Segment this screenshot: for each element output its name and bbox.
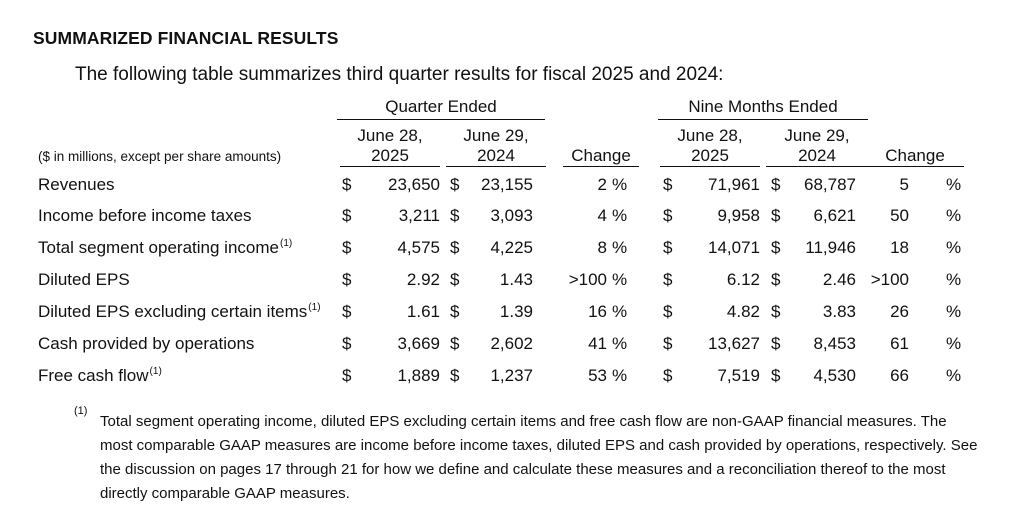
nine-months-ended-header: Nine Months Ended: [658, 97, 868, 120]
col-n-change-label: Change: [866, 146, 964, 167]
change-nchg: 61: [890, 334, 909, 353]
change-qchg: 16: [588, 302, 607, 321]
value-n2025: 4.82: [726, 302, 760, 321]
dollar-sign: $: [663, 334, 673, 353]
change-nchg: 26: [890, 302, 909, 321]
row-label: [38, 206, 252, 226]
dollar-sign: $: [450, 238, 460, 257]
dollar-sign: $: [663, 270, 673, 289]
change-qchg: >100: [568, 270, 607, 289]
table-row: [0, 366, 1024, 396]
value-n2024: 11,946: [805, 238, 856, 257]
value-n2024: 2.46: [822, 270, 856, 289]
col-n-2025-line1: June 28,: [677, 126, 743, 145]
percent-sign: %: [612, 175, 628, 194]
col-n-2024-header: [766, 126, 868, 167]
table-intro: The following table summarizes third quarter results for fiscal 2025 and 2024:: [75, 64, 724, 85]
percent-sign: %: [612, 366, 628, 385]
row-label-text: Total segment operating income: [38, 238, 279, 257]
dollar-sign: $: [450, 302, 460, 321]
footnote-ref: (1): [149, 366, 162, 377]
value-n2025: 9,958: [717, 206, 760, 225]
row-label-text: Diluted EPS: [38, 270, 130, 289]
row-label-text: Diluted EPS excluding certain items: [38, 302, 308, 321]
units-note: ($ in millions, except per share amounts): [38, 149, 282, 164]
value-q2024: 1.43: [499, 270, 533, 289]
change-qchg: 8: [597, 238, 607, 257]
value-q2025: 23,650: [388, 175, 440, 194]
dollar-sign: $: [771, 334, 781, 353]
percent-sign: %: [612, 270, 628, 289]
value-q2025: 1,889: [397, 366, 440, 385]
value-q2025: 3,211: [398, 206, 440, 225]
col-n-2025-line2: 2025: [660, 146, 760, 167]
section-title: SUMMARIZED FINANCIAL RESULTS: [33, 28, 339, 48]
dollar-sign: $: [663, 238, 673, 257]
table-row: [0, 175, 1024, 205]
value-q2025: 1.61: [406, 302, 440, 321]
value-q2024: 1,237: [490, 366, 533, 385]
dollar-sign: $: [771, 366, 781, 385]
table-row: [0, 302, 1024, 332]
table-row: [0, 270, 1024, 300]
value-n2024: 3.83: [822, 302, 856, 321]
row-label-text: Income before income taxes: [38, 206, 252, 225]
footnote-text: Total segment operating income, diluted EPS excluding certain items and free cash flow are non-GAAP financial measures. The most comparable GAAP measures are income before income taxes, diluted EPS and cash provided by operations, respectively. See the discussion on pages 17 through 21 for how we define and calculate these measures and a reconciliation thereof to the most directly comparable GAAP measures.: [100, 413, 978, 502]
percent-sign: %: [946, 334, 962, 353]
dollar-sign: $: [342, 302, 352, 321]
dollar-sign: $: [342, 238, 352, 257]
dollar-sign: $: [450, 175, 460, 194]
change-nchg: 18: [890, 238, 909, 257]
change-qchg: 53: [588, 366, 607, 385]
dollar-sign: $: [450, 270, 460, 289]
col-n-2024-line1: June 29,: [784, 126, 850, 145]
col-q-change-header: [563, 146, 639, 167]
dollar-sign: $: [342, 175, 352, 194]
percent-sign: %: [946, 206, 962, 225]
dollar-sign: $: [663, 206, 673, 225]
row-label-text: Cash provided by operations: [38, 334, 255, 353]
change-qchg: 41: [588, 334, 607, 353]
dollar-sign: $: [342, 206, 352, 225]
percent-sign: %: [612, 302, 628, 321]
dollar-sign: $: [771, 302, 781, 321]
col-q-2025-header: [340, 126, 440, 167]
col-q-2024-header: [446, 126, 546, 167]
row-label: [38, 302, 321, 322]
dollar-sign: $: [771, 270, 781, 289]
dollar-sign: $: [771, 238, 781, 257]
change-qchg: 4: [597, 206, 607, 225]
value-q2024: 4,225: [490, 238, 533, 257]
value-n2025: 13,627: [708, 334, 760, 353]
dollar-sign: $: [342, 270, 352, 289]
dollar-sign: $: [771, 175, 781, 194]
percent-sign: %: [946, 175, 962, 194]
row-label: [38, 175, 115, 195]
footnote-ref: (1): [308, 302, 321, 313]
change-nchg: 50: [890, 206, 909, 225]
change-nchg: 5: [899, 175, 909, 194]
col-q-change-label: Change: [563, 146, 639, 167]
value-n2024: 6,621: [813, 206, 856, 225]
value-q2024: 23,155: [481, 175, 533, 194]
row-label-text: Free cash flow: [38, 366, 149, 385]
table-row: [0, 206, 1024, 236]
percent-sign: %: [946, 302, 962, 321]
percent-sign: %: [946, 366, 962, 385]
value-n2025: 14,071: [708, 238, 760, 257]
change-qchg: 2: [597, 175, 607, 194]
col-q-2024-line2: 2024: [446, 146, 546, 167]
col-n-change-header: [866, 146, 964, 167]
dollar-sign: $: [342, 366, 352, 385]
dollar-sign: $: [663, 366, 673, 385]
value-n2025: 7,519: [717, 366, 760, 385]
percent-sign: %: [946, 270, 962, 289]
table-row: [0, 238, 1024, 268]
change-nchg: >100: [870, 270, 909, 289]
row-label: [38, 334, 254, 354]
quarter-ended-header: Quarter Ended: [337, 97, 545, 120]
value-q2024: 1.39: [499, 302, 533, 321]
row-label: [38, 270, 130, 290]
dollar-sign: $: [450, 334, 460, 353]
table-row: [0, 334, 1024, 364]
footnote-ref: (1): [279, 238, 293, 249]
row-label-text: Revenues: [38, 175, 115, 194]
dollar-sign: $: [342, 334, 352, 353]
value-q2025: 4,575: [397, 238, 440, 257]
value-q2025: 2.92: [406, 270, 440, 289]
dollar-sign: $: [663, 302, 673, 321]
row-label: [38, 366, 162, 386]
percent-sign: %: [612, 206, 628, 225]
value-n2024: 4,530: [813, 366, 856, 385]
change-nchg: 66: [890, 366, 909, 385]
col-q-2025-line1: June 28,: [357, 126, 423, 145]
dollar-sign: $: [450, 366, 460, 385]
percent-sign: %: [946, 238, 962, 257]
dollar-sign: $: [663, 175, 673, 194]
col-n-2025-header: [660, 126, 760, 167]
dollar-sign: $: [771, 206, 781, 225]
value-q2024: 3,093: [490, 206, 533, 225]
value-q2025: 3,669: [397, 334, 440, 353]
value-n2025: 6.12: [726, 270, 760, 289]
percent-sign: %: [612, 334, 628, 353]
value-n2024: 68,787: [804, 175, 856, 194]
percent-sign: %: [612, 238, 628, 257]
dollar-sign: $: [450, 206, 460, 225]
row-label: [38, 238, 292, 258]
value-q2024: 2,602: [490, 334, 533, 353]
col-n-2024-line2: 2024: [766, 146, 868, 167]
value-n2024: 8,453: [813, 334, 856, 353]
col-q-2024-line1: June 29,: [463, 126, 529, 145]
value-n2025: 71,961: [708, 175, 760, 194]
footnote-marker: (1): [74, 405, 88, 417]
col-q-2025-line2: 2025: [340, 146, 440, 167]
